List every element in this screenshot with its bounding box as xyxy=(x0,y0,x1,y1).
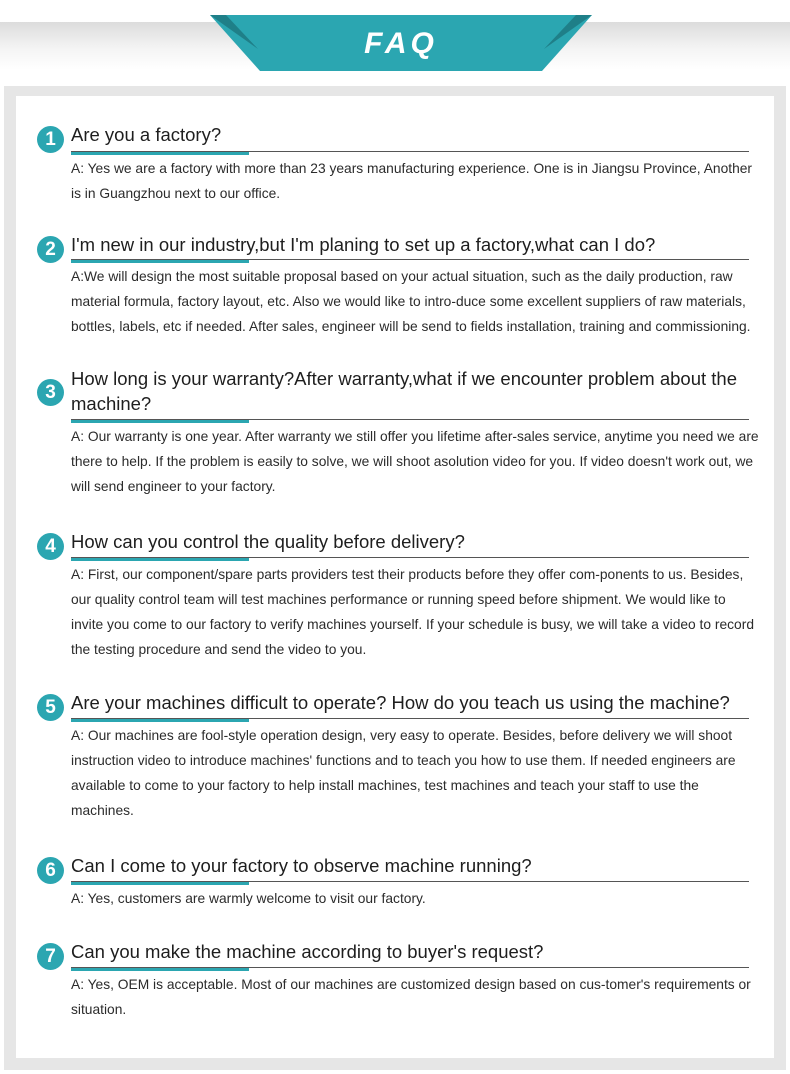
question-accent-bar xyxy=(71,152,249,155)
number-badge: 3 xyxy=(37,379,64,406)
number-badge: 2 xyxy=(37,236,64,263)
faq-answer: A: Our machines are fool-style operation design, very easy to operate. Besides, before delivery we will shoot instruction video to introduce machines' functions and to teach you how to use them. If needed engineers are available to come to your factory to help install machines, test machines and teach your staff to use the machines. xyxy=(71,728,736,818)
faq-answer: A: Yes we are a factory with more than 23 years manufacturing experience. One is in Jiangsu Province, Another is in Guangzhou next to our office. xyxy=(71,161,753,201)
faq-answer: A: Yes, OEM is acceptable. Most of our machines are customized design based on cus-tomer's requirements or situation. xyxy=(71,977,751,1017)
faq-answer: A: First, our component/spare parts providers test their products before they offer com-ponents to us. Besides, our quality control team will test machines performance or running speed before shipment. We would like to invite you come to our factory to verify machines yourself. If your schedule is busy, we will take a video to record the testing procedure and send the video to you. xyxy=(71,567,754,657)
faq-question: Can I come to your factory to observe machine running? xyxy=(71,855,532,876)
question-accent-bar xyxy=(71,968,249,971)
faq-question: How long is your warranty?After warranty,what if we encounter problem about the machine? xyxy=(71,368,737,414)
faq-question: How can you control the quality before delivery? xyxy=(71,531,465,552)
faq-frame xyxy=(4,86,786,1070)
question-accent-bar xyxy=(71,260,249,263)
faq-question: I'm new in our industry,but I'm planing to set up a factory,what can I do? xyxy=(71,234,656,255)
question-accent-bar xyxy=(71,882,249,885)
faq-panel xyxy=(16,96,774,1058)
number-badge: 5 xyxy=(37,694,64,721)
page-title: FAQ xyxy=(364,27,438,60)
number-badge: 7 xyxy=(37,943,64,970)
faq-question: Are you a factory? xyxy=(71,124,222,145)
number-badge: 4 xyxy=(37,533,64,560)
faq-question: Are your machines difficult to operate? How do you teach us using the machine? xyxy=(71,692,730,713)
faq-answer: A:We will design the most suitable proposal based on your actual situation, such as the daily production, raw material formula, factory layout, etc. Also we would like to intro-duce some excellent suppliers of raw materials, bottles, labels, etc if needed. After sales, engineer will be send to fields installation, training and commissioning. xyxy=(71,269,751,334)
number-badge: 1 xyxy=(37,126,64,153)
faq-answer: A: Yes, customers are warmly welcome to visit our factory. xyxy=(71,891,426,906)
faq-question: Can you make the machine according to buyer's request? xyxy=(71,941,544,962)
question-accent-bar xyxy=(71,420,249,423)
faq-banner xyxy=(210,15,592,71)
question-accent-bar xyxy=(71,558,249,561)
faq-answer: A: Our warranty is one year. After warranty we still offer you lifetime after-sales service, anytime you need we are there to help. If the problem is easily to solve, we will shoot asolution video for you. If video doesn't work out, we will send engineer to your factory. xyxy=(71,429,759,494)
question-accent-bar xyxy=(71,719,249,722)
number-badge: 6 xyxy=(37,857,64,884)
